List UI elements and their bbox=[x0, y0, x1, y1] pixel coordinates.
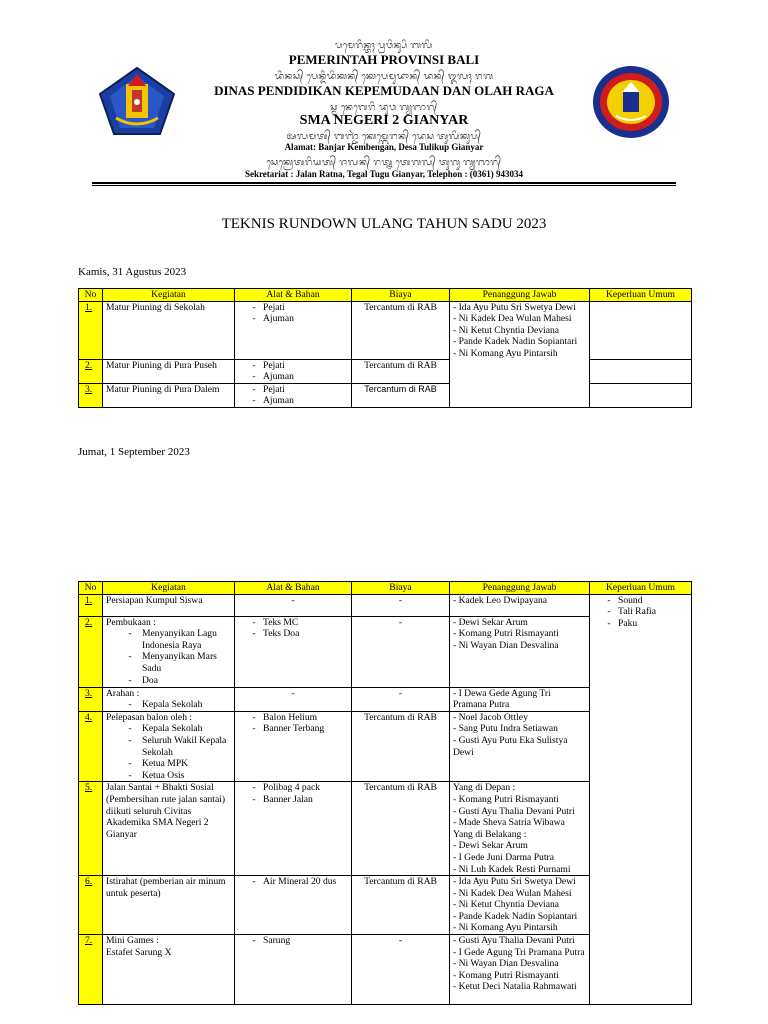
day1-date: Kamis, 31 Agustus 2023 bbox=[78, 266, 187, 278]
department-name: DINAS PENDIDIKAN KEPEMUDAAN DAN OLAH RAGA bbox=[214, 83, 554, 98]
cost-cell: - bbox=[352, 687, 450, 711]
general-needs-cell: - Sound - Tali Rafia - Paku bbox=[590, 594, 692, 1004]
balinese-script-line-5: ᬲᬾᬓ᭄ᬭᬾᬢᬭᬶᬬᬢ᭄ ᬚᬮᬦ᭄ ᬭᬢ᭄ᬦ ᬢᬾᬕᬮ᭄ ᬢᬸᬕᬸ ᬕ᭄ᬬᬜᬭ᭄ bbox=[266, 157, 502, 167]
cost-cell: - bbox=[352, 616, 450, 687]
col-header-keperluan: Keperluan Umum bbox=[590, 289, 692, 302]
equipment-cell: - Pejati - Ajuman bbox=[235, 301, 352, 359]
general-needs-cell bbox=[590, 301, 692, 359]
general-needs-cell bbox=[590, 359, 692, 383]
person-in-charge-cell: - Ida Ayu Putu Sri Swetya Dewi - Ni Kadek Dea Wulan Mahesi - Ni Ketut Chyntia Deviana - Pande Kadek Nadin Sopiantari - Ni Komang Ayu Pintarsih bbox=[450, 301, 590, 407]
cost-cell: - bbox=[352, 594, 450, 616]
row-number: 3. bbox=[79, 687, 103, 711]
activity-cell: Persiapan Kumpul Siswa bbox=[103, 594, 235, 616]
col-header-biaya: Biaya bbox=[352, 582, 450, 595]
equipment-cell: - Sarung bbox=[235, 935, 352, 1005]
person-in-charge-cell: - Dewi Sekar Arum - Komang Putri Rismayanti - Ni Wayan Dian Desvalina bbox=[450, 616, 590, 687]
equipment-cell: - Air Mineral 20 dus bbox=[235, 876, 352, 935]
secretariat-address: Sekretariat : Jalan Ratna, Tegal Tugu Gianyar, Telephon : (0361) 943034 bbox=[244, 169, 524, 179]
equipment-cell: - bbox=[235, 594, 352, 616]
cost-cell: - bbox=[352, 935, 450, 1005]
col-header-alat: Alat & Bahan bbox=[235, 289, 352, 302]
row-number: 1. bbox=[79, 594, 103, 616]
school-name: SMA NEGERI 2 GIANYAR bbox=[299, 113, 469, 128]
letterhead-divider-thin bbox=[92, 185, 676, 186]
balinese-script-line-1: ᬧᬫᬾᬭᬶᬦ᭄ᬢᬄ ᬧ᭄ᬭᬯᬶᬦ᭄ᬲᬶ ᬩᬮᬶ bbox=[335, 40, 433, 50]
activity-cell: Istirahat (pemberian air minum untuk peserta) bbox=[103, 876, 235, 935]
balinese-script-line-3: ᬲ᭄ᬫ ᬦᬾᬕᬾᬭᬶ ᬤᬸᬯ ᬕ᭄ᬬᬜᬭ᭄ bbox=[330, 102, 438, 112]
row-number: 1. bbox=[79, 301, 103, 359]
equipment-cell: - Teks MC - Teks Doa bbox=[235, 616, 352, 687]
person-in-charge-cell: Yang di Depan : - Komang Putri Rismayanti - Gusti Ayu Thalia Devani Putri - Made Sheva Satria Wibawa Yang di Belakang : - Dewi Sekar Arum - I Gede Juni Darma Putra - Ni Luh Kadek Resti Purnami bbox=[450, 782, 590, 876]
col-header-pj: Penanggung Jawab bbox=[450, 582, 590, 595]
row-number: 3. bbox=[79, 383, 103, 407]
row-number: 6. bbox=[79, 876, 103, 935]
equipment-cell: - Pejati - Ajuman bbox=[235, 383, 352, 407]
day2-rundown-table bbox=[78, 581, 692, 1005]
document-title: TEKNIS RUNDOWN ULANG TAHUN SADU 2023 bbox=[221, 216, 547, 232]
balinese-script-line-2: ᬤᬶᬦᬲ᭄ ᬧᬾᬦ᭄ᬤᬶᬤᬶᬓᬦ᭄ ᬓᬾᬧᬾᬫᬸᬤᬵᬦ᭄ ᬤᬦ᭄ ᬑᬮᬄ ᬭᬕ bbox=[274, 71, 494, 81]
table-row bbox=[79, 594, 692, 616]
equipment-cell: - Balon Helium - Banner Terbang bbox=[235, 711, 352, 782]
cost-cell: Tercantum di RAB bbox=[352, 301, 450, 359]
row-number: 4. bbox=[79, 711, 103, 782]
person-in-charge-cell: - Kadek Leo Dwipayana bbox=[450, 594, 590, 616]
cost-cell: Tercantum di RAB bbox=[352, 383, 450, 407]
activity-cell: Pelepasan balon oleh : - Kepala Sekolah - Seluruh Wakil Kepala Sekolah - Ketua MPK - Ketua Osis bbox=[103, 711, 235, 782]
activity-cell: Matur Piuning di Pura Puseh bbox=[103, 359, 235, 383]
col-header-no: No bbox=[79, 582, 103, 595]
day1-rundown-table bbox=[78, 288, 692, 408]
equipment-cell: - bbox=[235, 687, 352, 711]
cost-cell: Tercantum di RAB bbox=[352, 782, 450, 876]
row-number: 2. bbox=[79, 616, 103, 687]
person-in-charge-cell: - Noel Jacob Ottley - Sang Putu Indra Setiawan - Gusti Ayu Putu Eka Sulistya Dewi bbox=[450, 711, 590, 782]
table-row bbox=[79, 359, 692, 383]
table-row bbox=[79, 301, 692, 359]
table-header-row bbox=[79, 582, 692, 595]
school-address: Alamat: Banjar Kembengan, Desa Tulikup Gianyar bbox=[284, 142, 484, 152]
activity-cell: Matur Piuning di Sekolah bbox=[103, 301, 235, 359]
letterhead-divider bbox=[92, 182, 676, 184]
col-header-keperluan: Keperluan Umum bbox=[590, 582, 692, 595]
row-number: 2. bbox=[79, 359, 103, 383]
balinese-script-line-4: ᬅᬮᬫᬢ᭄ ᬩᬜ᭄ᬚᬃ ᬓᬾᬫ᭄ᬩᬾᬗᬦ᭄ ᬤᬾᬲ ᬢᬸᬮᬶᬓᬸᬧ᭄ bbox=[286, 131, 482, 141]
activity-cell: Jalan Santai + Bhakti Sosial (Pembersihan rute jalan santai) diikuti seluruh Civitas Akademika SMA Negeri 2 Gianyar bbox=[103, 782, 235, 876]
cost-cell: Tercantum di RAB bbox=[352, 876, 450, 935]
table-row bbox=[79, 383, 692, 407]
col-header-no: No bbox=[79, 289, 103, 302]
general-needs-cell bbox=[590, 383, 692, 407]
activity-cell: Mini Games : Estafet Sarung X bbox=[103, 935, 235, 1005]
activity-cell: Pembukaan : - Menyanyikan Lagu Indonesia Raya - Menyanyikan Mars Sadu - Doa bbox=[103, 616, 235, 687]
person-in-charge-cell: - Gusti Ayu Thalia Devani Putri - I Gede Agung Tri Pramana Putra - Ni Wayan Dian Desvalina - Komang Putri Rismayanti - Ketut Deci Natalia Rahmawati bbox=[450, 935, 590, 1005]
equipment-cell: - Polibag 4 pack - Banner Jalan bbox=[235, 782, 352, 876]
col-header-alat: Alat & Bahan bbox=[235, 582, 352, 595]
activity-cell: Matur Piuning di Pura Dalem bbox=[103, 383, 235, 407]
cost-cell: Tercantum di RAB bbox=[352, 359, 450, 383]
cost-cell: Tercantum di RAB bbox=[352, 711, 450, 782]
activity-cell: Arahan : - Kepala Sekolah bbox=[103, 687, 235, 711]
row-number: 7. bbox=[79, 935, 103, 1005]
row-number: 5. bbox=[79, 782, 103, 876]
person-in-charge-cell: - I Dewa Gede Agung Tri Pramana Putra bbox=[450, 687, 590, 711]
col-header-kegiatan: Kegiatan bbox=[103, 582, 235, 595]
col-header-pj: Penanggung Jawab bbox=[450, 289, 590, 302]
equipment-cell: - Pejati - Ajuman bbox=[235, 359, 352, 383]
table-header-row bbox=[79, 289, 692, 302]
col-header-biaya: Biaya bbox=[352, 289, 450, 302]
day2-date: Jumat, 1 September 2023 bbox=[78, 446, 190, 458]
col-header-kegiatan: Kegiatan bbox=[103, 289, 235, 302]
government-name: PEMERINTAH PROVINSI BALI bbox=[288, 52, 480, 67]
person-in-charge-cell: - Ida Ayu Putu Sri Swetya Dewi - Ni Kadek Dea Wulan Mahesi - Ni Ketut Chyntia Deviana - Pande Kadek Nadin Sopiantari - Ni Komang Ayu Pintarsih bbox=[450, 876, 590, 935]
